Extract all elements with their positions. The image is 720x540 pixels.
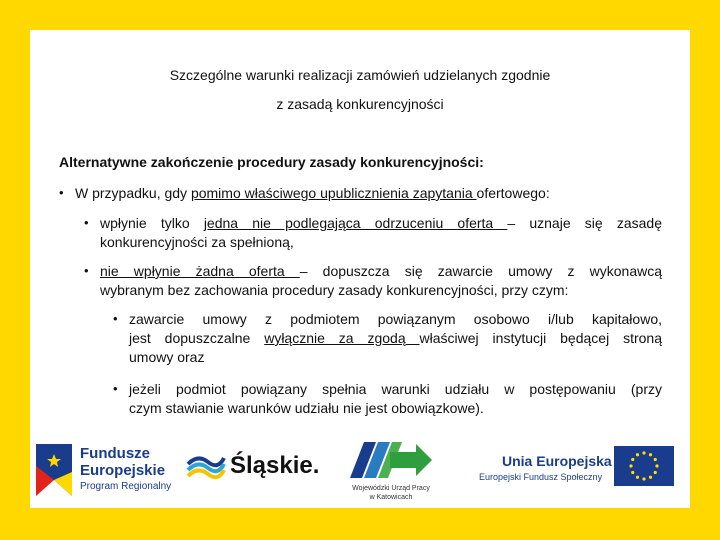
eu-star-icon (654, 471, 657, 474)
eu-star-icon (631, 458, 634, 461)
eu-star-icon (629, 464, 632, 467)
wup-logo-line2: w Katowicach (369, 494, 413, 501)
bullet-1a: wpłynie tylko jedna nie podlegająca odrzuceniu oferta – uznaje się zasadę konkurencyjności za spełnioną, (100, 215, 662, 250)
fe-logo-line2: Europejskie (80, 462, 166, 479)
eu-star-icon (636, 453, 639, 456)
eu-star-icon (631, 471, 634, 474)
logo-strip (0, 438, 720, 510)
eu-star-icon (642, 451, 645, 454)
wup-logo-line1: Wojewódzki Urząd Pracy (352, 485, 430, 492)
fe-logo-icon (36, 444, 72, 496)
slaskie-logo-text: Śląskie. (230, 452, 320, 479)
bullet-1: W przypadku, gdy pomimo właściwego upublicznienia zapytania ofertowego: (75, 185, 550, 201)
eu-logo-sub: Europejski Fundusz Społeczny (479, 472, 603, 482)
bullet-1b-ii: jeżeli podmiot powiązany spełnia warunki udziału w postępowaniu (przy czym stawianie warunków udziału nie jest obowiązkowe). (129, 381, 662, 416)
eu-star-icon (649, 453, 652, 456)
wup-logo-icon (346, 440, 432, 480)
bullet-1b-i: zawarcie umowy z podmiotem powiązanym osobowo i/lub kapitałowo, jest dopuszczalne wyłącznie za zgodą właściwej instytucji będącej stroną umowy oraz (129, 311, 662, 365)
eu-star-icon (654, 458, 657, 461)
bullet-dot: • (84, 263, 89, 278)
bullet-dot: • (113, 381, 118, 396)
fe-logo-line1: Fundusze (80, 445, 150, 462)
eu-star-icon (642, 477, 645, 480)
slide-title-line2: z zasadą konkurencyjności (276, 96, 444, 112)
slide-title-line1: Szczególne warunki realizacji zamówień udzielanych zgodnie (169, 67, 551, 83)
eu-flag-icon (614, 446, 674, 486)
slide-card (30, 30, 690, 508)
bullet-dot: • (84, 215, 89, 230)
eu-star-icon (655, 464, 658, 467)
slaskie-logo-icon (186, 452, 226, 482)
eu-logo-title: Unia Europejska (502, 453, 612, 469)
bullet-dot: • (113, 311, 118, 326)
bullet-1b: nie wpłynie żadna oferta – dopuszcza się zawarcie umowy z wykonawcą wybranym bez zachowania procedury zasady konkurencyjności, przy czym: (100, 263, 662, 298)
eu-star-icon (636, 476, 639, 479)
section-heading: Alternatywne zakończenie procedury zasady konkurencyjności: (59, 154, 484, 170)
fe-logo-sub: Program Regionalny (80, 481, 172, 492)
eu-star-icon (649, 476, 652, 479)
bullet-dot: • (59, 185, 64, 200)
